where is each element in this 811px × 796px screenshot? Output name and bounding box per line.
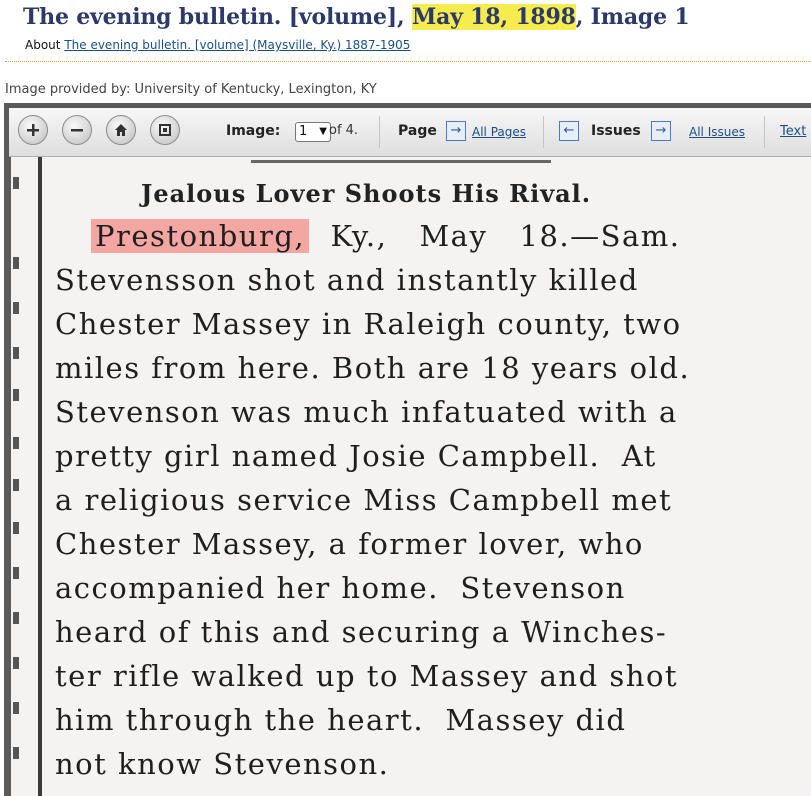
image-provider: Image provided by: University of Kentucky, Lexington, KY [5, 82, 377, 97]
top-rule [251, 160, 551, 163]
home-icon [114, 123, 128, 137]
text-link[interactable]: Text [780, 124, 807, 139]
divider [5, 61, 811, 62]
arrow-right-icon: → [655, 123, 667, 138]
viewer-toolbar [9, 108, 811, 157]
article-line: him through the heart. Massey did [55, 703, 627, 737]
title-suffix: , Image 1 [575, 4, 690, 30]
next-page-button[interactable] [446, 121, 466, 141]
column-rule [38, 157, 42, 796]
article-line: a religious service Miss Campbell met [55, 483, 673, 517]
fullscreen-icon [158, 123, 172, 137]
page-label: Page [398, 123, 437, 139]
toolbar-separator [764, 116, 765, 148]
chevron-down-icon: ▼ [319, 126, 327, 137]
article-line: pretty girl named Josie Campbell. At [55, 439, 657, 473]
page-title [23, 4, 689, 30]
zoom-in-button[interactable] [18, 115, 48, 145]
title-date-highlight: May 18, 1898 [411, 4, 576, 30]
first-line-rest: Ky., May 18.—Sam. [330, 219, 681, 253]
about-label: About [25, 38, 61, 52]
search-term-highlight: Prestonburg, [91, 219, 309, 253]
article-line [91, 219, 681, 253]
next-issue-button[interactable] [651, 121, 671, 141]
zoom-out-button[interactable] [62, 115, 92, 145]
article-line: ter rifle walked up to Massey and shot [55, 659, 679, 693]
toolbar-separator [379, 116, 380, 148]
arrow-left-icon: ← [563, 123, 575, 138]
fullscreen-button[interactable] [150, 115, 180, 145]
newspaper-image[interactable] [11, 157, 811, 796]
article-line: heard of this and securing a Winches- [55, 615, 668, 649]
article-line: Chester Massey, a former lover, who [55, 527, 644, 561]
article-line: Chester Massey in Raleigh county, two [55, 307, 682, 341]
about-link[interactable]: The evening bulletin. [volume] (Maysville, Ky.) 1887-1905 [64, 38, 411, 52]
image-select[interactable] [295, 122, 331, 142]
all-pages-link[interactable]: All Pages [472, 125, 526, 139]
image-total: of 4. [329, 123, 359, 138]
home-button[interactable] [106, 115, 136, 145]
previous-issue-button[interactable] [559, 121, 579, 141]
about-line [25, 38, 410, 52]
title-prefix: The evening bulletin. [volume], [23, 4, 412, 30]
minus-icon [70, 123, 84, 137]
article-line: accompanied her home. Stevenson [55, 571, 626, 605]
all-issues-link[interactable]: All Issues [689, 125, 745, 139]
article-line: Stevenson was much infatuated with a [55, 395, 678, 429]
article-headline: Jealous Lover Shoots His Rival. [141, 179, 592, 208]
article-line: not know Stevenson. [55, 747, 390, 781]
image-select-value: 1 [299, 124, 308, 139]
image-label: Image: [226, 123, 281, 139]
plus-icon [26, 123, 40, 137]
article-line: Stevensson shot and instantly killed [55, 263, 639, 297]
article-line: miles from here. Both are 18 years old. [55, 351, 691, 385]
issues-label: Issues [591, 123, 641, 139]
left-margin-marks [13, 157, 25, 796]
toolbar-separator [543, 116, 544, 148]
arrow-right-icon: → [450, 123, 462, 138]
